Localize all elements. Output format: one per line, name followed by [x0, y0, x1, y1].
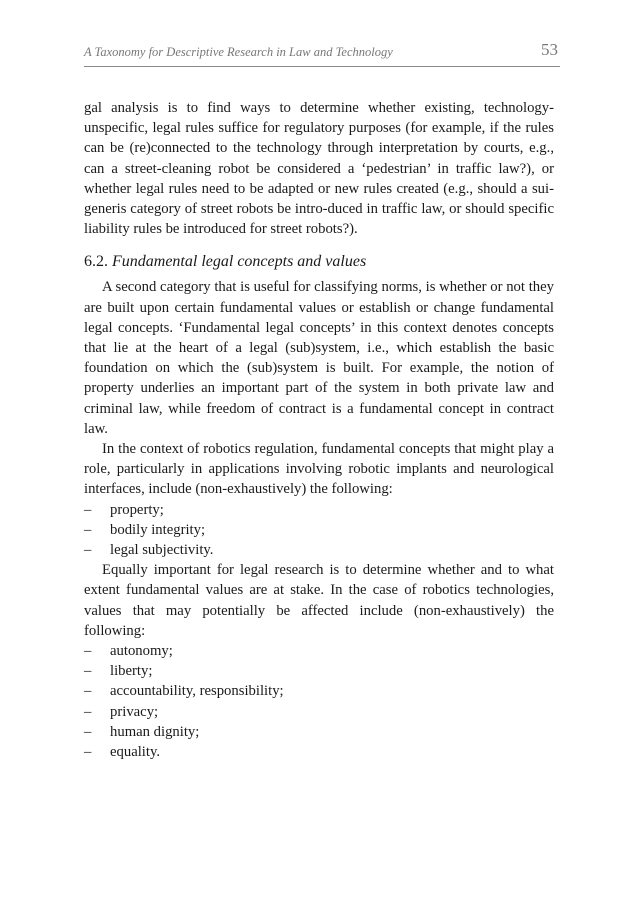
values-list	[84, 641, 554, 762]
list-item-text: privacy;	[110, 703, 159, 720]
list-item	[84, 641, 554, 661]
list-item	[84, 540, 554, 560]
list-item-text: liberty;	[110, 663, 153, 680]
paragraph-continuation: gal analysis is to find ways to determine whether existing, technology-unspecific, legal rules suffice for regulatory purposes (for example, if the rules can be (re)connected to the technology through interpretation by courts, e.g., can a street-cleaning robot be considered a ‘pedestrian’ in traffic law?), or whether legal rules need to be adapted or new rules created (e.g., should a sui-generis category of street robots be intro-duced in traffic law, or should specific liability rules be introduced for street robots?).	[84, 100, 554, 238]
dash-bullet: –	[84, 501, 92, 518]
dash-bullet: –	[84, 521, 92, 538]
list-item	[84, 681, 554, 701]
list-item	[84, 702, 554, 722]
list-item-text: equality.	[110, 744, 161, 761]
list-item	[84, 500, 554, 520]
list-item	[84, 722, 554, 742]
list-item	[84, 742, 554, 762]
list-item-text: accountability, responsibility;	[110, 683, 284, 700]
dash-bullet: –	[84, 723, 92, 740]
running-title: A Taxonomy for Descriptive Research in Law and Technology	[84, 45, 393, 59]
list-item-text: legal subjectivity.	[110, 542, 214, 559]
page-number: 53	[541, 40, 558, 59]
paragraph-concepts-intro: A second category that is useful for classifying norms, is whether or not they are built upon certain fundamental values or establish or change fundamental legal concepts. ‘Fundamental legal concepts’ in this context denotes concepts that lie at the heart of a legal (sub)system, i.e., which establish the basic foundation on which the (sub)system is built. For example, the notion of property underlies an important part of the system in both private law and criminal law, while freedom of contract is a fundamental concept in contract law.	[84, 279, 554, 437]
list-item	[84, 520, 554, 540]
list-item-text: bodily integrity;	[110, 521, 206, 538]
paragraph-robotics-context: In the context of robotics regulation, fundamental concepts that might play a role, particularly in applications involving robotic implants and neurological interfaces, include (non-exhaustively) the following:	[84, 441, 554, 498]
dash-bullet: –	[84, 643, 92, 660]
list-item	[84, 661, 554, 681]
section-title: Fundamental legal concepts and values	[112, 253, 367, 271]
running-header	[84, 40, 560, 67]
dash-bullet: –	[84, 663, 92, 680]
dash-bullet: –	[84, 744, 92, 761]
list-item-text: property;	[110, 501, 164, 518]
dash-bullet: –	[84, 542, 92, 559]
dash-bullet: –	[84, 683, 92, 700]
body-text	[84, 98, 554, 762]
list-item-text: human dignity;	[110, 723, 200, 740]
fundamental-concepts-list	[84, 500, 554, 561]
list-item-text: autonomy;	[110, 643, 173, 660]
paragraph-values-intro: Equally important for legal research is to determine whether and to what extent fundamental values are at stake. In the case of robotics technologies, values that may potentially be affected include (non-exhaustively) the following:	[84, 562, 554, 639]
section-number: 6.2.	[84, 253, 108, 271]
dash-bullet: –	[84, 703, 92, 720]
section-heading	[84, 251, 554, 273]
